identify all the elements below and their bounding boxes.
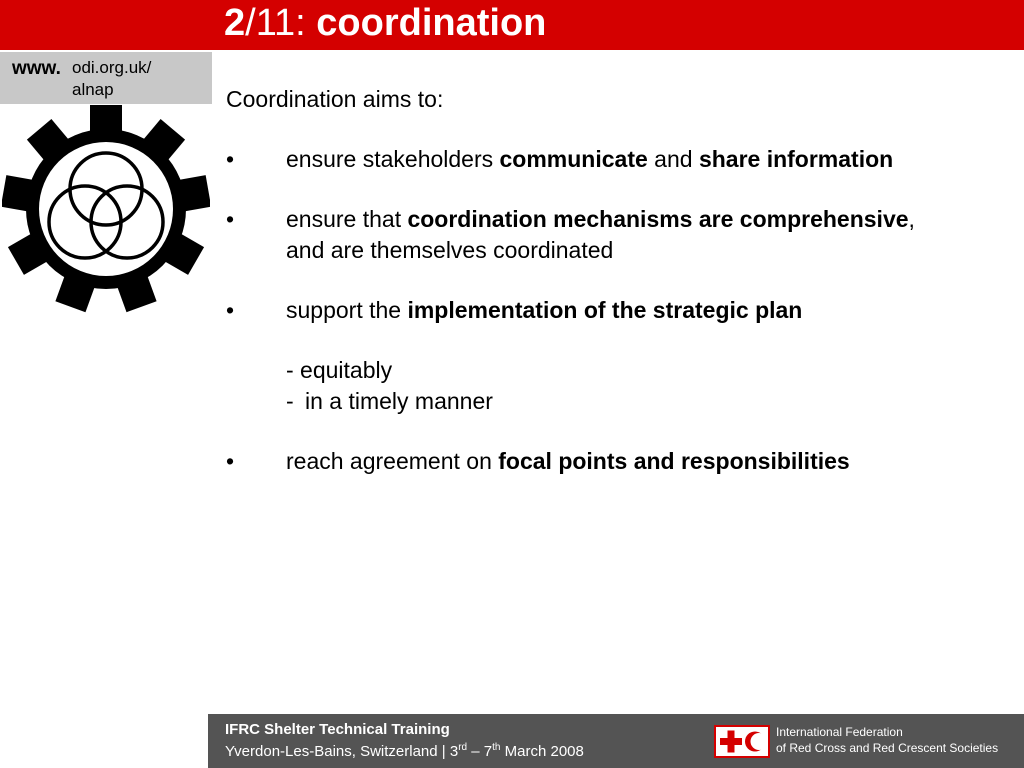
url-line-2: alnap [72, 80, 114, 99]
title-bar [0, 0, 1024, 50]
url-text [72, 57, 151, 101]
url-prefix: www. [12, 58, 61, 79]
sub-text: in a timely manner [305, 388, 493, 414]
bullet-marker: • [226, 448, 235, 474]
bullet-bold: focal points and responsibilities [498, 448, 850, 474]
footer-date-text: March 2008 [500, 743, 584, 760]
footer-sup: th [492, 742, 501, 753]
sub-dash: - [286, 388, 294, 414]
bullet-bold: communicate [499, 146, 648, 172]
url-box [0, 52, 212, 104]
org-line-1: International Federation [776, 725, 903, 739]
gear-icon [2, 105, 210, 313]
bullet-item [226, 295, 1016, 326]
slide-number: 2 [224, 2, 246, 44]
bullet-text: and are themselves coordinated [286, 237, 614, 263]
bullet-text: support the [286, 297, 408, 323]
bullet-marker: • [226, 146, 235, 172]
footer-title: IFRC Shelter Technical Training [225, 721, 450, 738]
bullet-bold: coordination mechanisms are comprehensive [407, 206, 909, 232]
footer-date-text: – 7 [467, 743, 493, 760]
bullet-item [226, 446, 1016, 477]
footer-location-text: Yverdon-Les-Bains, Switzerland | 3 [225, 743, 459, 760]
sub-item-timely [286, 386, 1016, 417]
sub-list [226, 355, 1016, 417]
intro-text: Coordination aims to: [226, 86, 444, 112]
bullet-marker: • [226, 297, 235, 323]
footer-sup: rd [458, 742, 468, 753]
bullet-item [226, 144, 1016, 175]
org-name [776, 724, 998, 756]
bullet-text: ensure stakeholders [286, 146, 500, 172]
footer-location [225, 743, 584, 760]
slide-title-text: coordination [316, 2, 547, 44]
org-line-2: of Red Cross and Red Crescent Societies [776, 741, 999, 755]
slide-content [226, 84, 1016, 506]
bullet-bold: share information [698, 146, 894, 172]
bullet-item [226, 204, 1016, 266]
ifrc-logo [714, 725, 770, 758]
url-line-1: odi.org.uk/ [72, 58, 152, 77]
sub-item-equitably: - equitably [286, 357, 393, 383]
bullet-bold: implementation of the strategic plan [407, 297, 803, 323]
slide-title [224, 0, 546, 50]
bullet-text: reach agreement on [286, 448, 499, 474]
bullet-text: ensure that [286, 206, 408, 232]
footer-bar [208, 714, 1024, 768]
bullet-marker: • [226, 206, 235, 232]
slide-total: /11: [245, 2, 317, 44]
red-cross-icon [716, 727, 768, 756]
bullet-text: and [647, 146, 699, 172]
bullet-text: , [908, 206, 915, 232]
red-crescent-icon [745, 732, 768, 752]
